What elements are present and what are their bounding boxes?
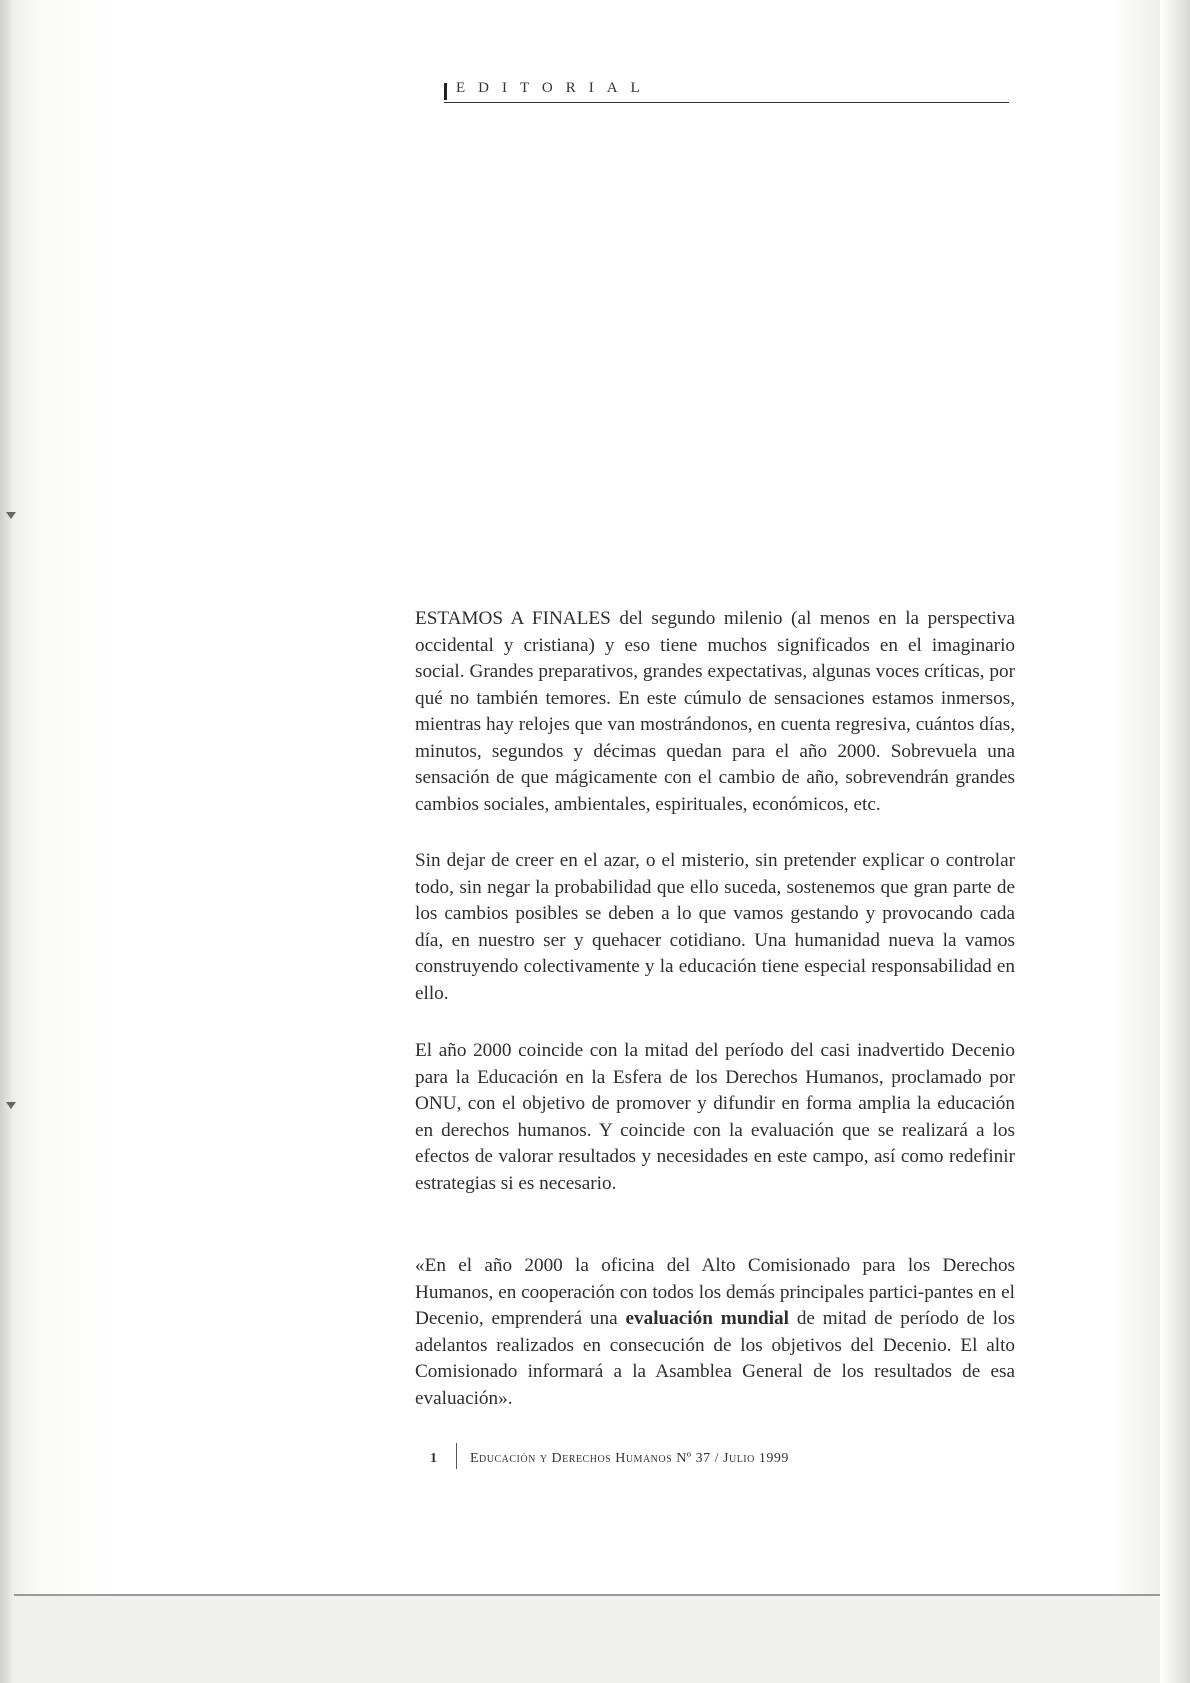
page-left-shadow (0, 0, 14, 1683)
header-bar-icon (444, 83, 447, 100)
footer-separator (456, 1443, 457, 1469)
quote-emphasis: evaluación mundial (625, 1308, 789, 1329)
section-header (444, 80, 1009, 103)
quote-text-end: de mitad de período de los adelantos realizados en consecución de los objetivos del Decenio. El alto Comisionado informará a la Asamblea General de los resultados de esa evaluación». (415, 1308, 1016, 1409)
quote-paragraph (415, 1253, 1015, 1412)
section-title: EDITORIAL (456, 80, 653, 96)
issue-info: Nº 37 / Julio 1999 (676, 1451, 789, 1466)
paragraph-1: ESTAMOS A FINALES del segundo milenio (al menos en la perspectiva occidental y cristiana) y eso tiene muchos significados en el imaginario social. Grandes preparativos, grandes expectativas, algunas voces críticas, por qué no también temores. En este cúmulo de sensaciones estamos inmersos, mientras hay relojes que van mostrándonos, en cuenta regresiva, cuántos días, minutos, segundos y décimas quedan para el año 2000. Sobrevuela una sensación de que mágicamente con el cambio de año, sobrevendrán grandes cambios sociales, ambientales, espirituales, económicos, etc. (415, 608, 1015, 815)
page-bottom-margin (14, 1596, 1160, 1683)
quote-text-start: «En el año 2000 la oficina del Alto Comisionado para los Derechos Humanos, en cooperación con todos los demás principales partici-pantes en el Decenio, emprenderá una (415, 1255, 1015, 1329)
page-number: 1 (430, 1451, 437, 1466)
binding-mark (6, 1102, 16, 1109)
footer-publication (470, 1451, 789, 1467)
paragraph-3: El año 2000 coincide con la mitad del período del casi inadvertido Decenio para la Educación en la Esfera de los Derechos Humanos, proclamado por ONU, con el objetivo de promover y difundir en forma amplia la educación en derechos humanos. Y coincide con la evaluación que se realizará a los efectos de valorar resultados y necesidades en este campo, así como redefinir estrategias si es necesario. (415, 1040, 1015, 1194)
page-right-edge (1160, 0, 1190, 1683)
publication-name: Educación y Derechos Humanos (470, 1451, 673, 1466)
binding-mark (6, 512, 16, 519)
paragraph-2: Sin dejar de creer en el azar, o el misterio, sin pretender explicar o controlar todo, sin negar la probabilidad que ello suceda, sostenemos que gran parte de los cambios posibles se deben a lo que vamos gestando y provocando cada día, en nuestro ser y quehacer cotidiano. Una humanidad nueva la vamos construyendo colectivamente y la educación tiene especial responsabilidad en ello. (415, 850, 1015, 1004)
